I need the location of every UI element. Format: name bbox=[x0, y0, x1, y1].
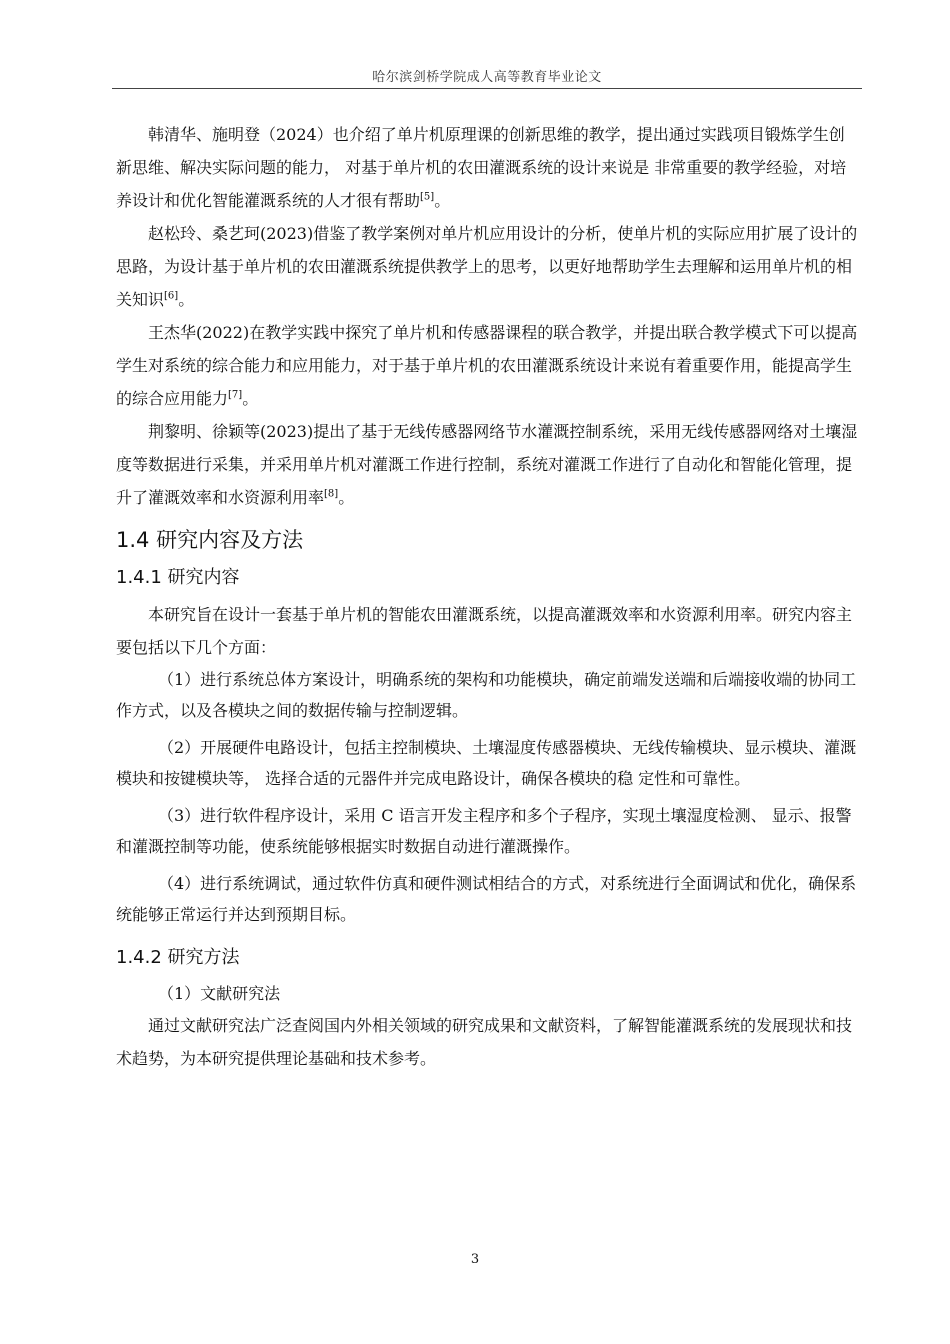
research-item-3: （3）进行软件程序设计，采用 C 语言开发主程序和多个子程序，实现土壤湿度检测、 显示、报警和灌溉控制等功能，使系统能够根据实时数据自动进行灌溉操作。 bbox=[116, 806, 852, 856]
header-divider bbox=[112, 88, 862, 89]
paragraph-end: 。 bbox=[178, 290, 195, 309]
paragraph-end: 。 bbox=[338, 488, 355, 507]
section-heading-1-4-1: 1.4.1 研究内容 bbox=[116, 567, 240, 588]
citation-7: [7] bbox=[228, 389, 243, 401]
research-item-2: （2）开展硬件电路设计，包括主控制模块、土壤湿度传感器模块、无线传输模块、显示模块、灌溉模块和按键模块等， 选择合适的元器件并完成电路设计，确保各模块的稳 定性和可靠性。 bbox=[116, 738, 857, 788]
research-item-4: （4）进行系统调试，通过软件仿真和硬件测试相结合的方式，对系统进行全面调试和优化，确保系统能够正常运行并达到预期目标。 bbox=[116, 874, 857, 924]
method-1-label: （1）文献研究法 bbox=[158, 984, 281, 1003]
section-heading-1-4: 1.4 研究内容及方法 bbox=[116, 528, 304, 552]
citation-8: [8] bbox=[324, 488, 339, 500]
citation-6: [6] bbox=[164, 290, 179, 302]
paragraph-end: 。 bbox=[434, 191, 451, 210]
paragraph-text: 王杰华(2022)在教学实践中探究了单片机和传感器课程的联合教学，并提出联合教学模式下可以提高学生对系统的综合能力和应用能力，对于基于单片机的农田灌溉系统设计来说有着重要作用，能提高学生的综合应用能力 bbox=[116, 323, 858, 408]
paragraph-zhao-songling bbox=[116, 217, 860, 316]
page-header: 哈尔滨剑桥学院成人高等教育毕业论文 bbox=[372, 70, 602, 85]
citation-5: [5] bbox=[420, 191, 435, 203]
paragraph-han-qinghua bbox=[116, 118, 860, 217]
paragraph-text: 赵松玲、桑艺珂(2023)借鉴了教学案例对单片机应用设计的分析，使单片机的实际应用扩展了设计的思路，为设计基于单片机的农田灌溉系统提供教学上的思考，以更好地帮助学生去理解和运用单片机的相关知识 bbox=[116, 224, 858, 309]
research-content-intro: 本研究旨在设计一套基于单片机的智能农田灌溉系统，以提高灌溉效率和水资源利用率。研究内容主要包括以下几个方面： bbox=[116, 605, 853, 657]
paragraph-end: 。 bbox=[242, 389, 259, 408]
paragraph-text: 韩清华、施明登（2024）也介绍了单片机原理课的创新思维的教学，提出通过实践项目锻炼学生创新思维、解决实际问题的能力， 对基于单片机的农田灌溉系统的设计来说是 非常重要的教学经验，对培养设计和优化智能灌溉系统的人才很有帮助 bbox=[116, 125, 847, 210]
document-body bbox=[116, 118, 860, 1075]
method-1-text: 通过文献研究法广泛查阅国内外相关领域的研究成果和文献资料，了解智能灌溉系统的发展现状和技术趋势，为本研究提供理论基础和技术参考。 bbox=[116, 1016, 853, 1068]
paragraph-jing-liming bbox=[116, 415, 860, 514]
paragraph-text: 荆黎明、徐颖等(2023)提出了基于无线传感器网络节水灌溉控制系统，采用无线传感器网络对土壤湿度等数据进行采集，并采用单片机对灌溉工作进行控制，系统对灌溉工作进行了自动化和智能化管理，提升了灌溉效率和水资源利用率 bbox=[116, 422, 858, 507]
section-heading-1-4-2: 1.4.2 研究方法 bbox=[116, 947, 240, 968]
paragraph-wang-jiehua bbox=[116, 316, 860, 415]
page-number: 3 bbox=[470, 1252, 480, 1267]
research-item-1: （1）进行系统总体方案设计，明确系统的架构和功能模块，确定前端发送端和后端接收端的协同工作方式，以及各模块之间的数据传输与控制逻辑。 bbox=[116, 670, 857, 720]
